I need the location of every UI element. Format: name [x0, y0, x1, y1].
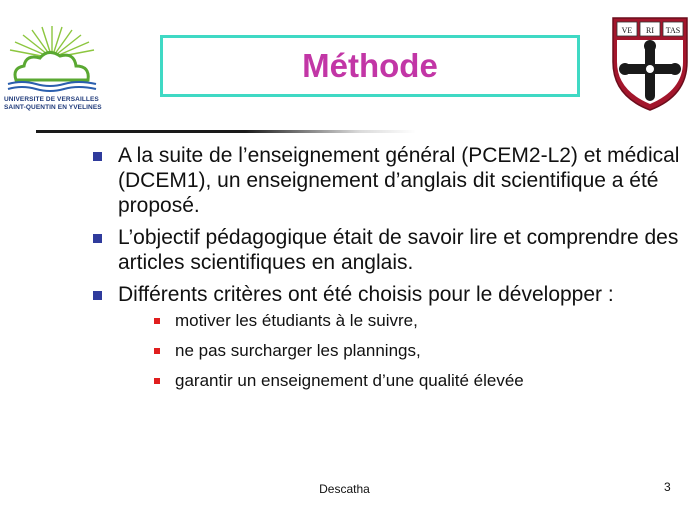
- university-name-line2: SAINT-QUENTIN EN YVELINES: [4, 104, 102, 111]
- university-logo-graphic: [2, 20, 102, 96]
- sub-bullet-item: [146, 341, 680, 361]
- slide-title: Méthode: [302, 47, 438, 84]
- title-box: [160, 35, 580, 97]
- sub-bullet-text: motiver les étudiants à le suivre,: [175, 311, 418, 330]
- university-name-line1: UNIVERSITE DE VERSAILLES: [4, 96, 99, 103]
- square-bullet-icon: [93, 234, 102, 243]
- bullet-text: L’objectif pédagogique était de savoir lire et comprendre des articles scientifiques en anglais.: [118, 226, 679, 274]
- sub-bullet-item: [146, 371, 680, 391]
- title-divider: [36, 130, 416, 133]
- small-square-bullet-icon: [154, 378, 160, 384]
- sub-bullet-text: garantir un enseignement d’une qualité élevée: [175, 371, 524, 390]
- harvard-crest: [611, 16, 689, 112]
- crest-word-3: TAS: [665, 26, 681, 35]
- sub-bullet-item: [146, 311, 680, 331]
- square-bullet-icon: [93, 291, 102, 300]
- bullet-item: [90, 282, 680, 391]
- small-square-bullet-icon: [154, 348, 160, 354]
- footer-author: Descatha: [319, 482, 370, 496]
- university-name: [4, 96, 104, 112]
- bullet-text: Différents critères ont été choisis pour le développer :: [118, 283, 614, 306]
- crest-word-1: VE: [621, 26, 633, 35]
- sub-bullet-text: ne pas surcharger les plannings,: [175, 341, 421, 360]
- page-number: 3: [664, 480, 671, 494]
- bullet-item: [90, 143, 680, 218]
- crest-shield-icon: [611, 16, 689, 112]
- sub-bullet-list: [118, 311, 680, 391]
- crest-word-2: RI: [646, 26, 654, 35]
- bullet-list: [90, 143, 680, 401]
- bullet-item: [90, 225, 680, 275]
- bullet-text: A la suite de l’enseignement général (PCEM2-L2) et médical (DCEM1), un enseignement d’anglais dit scientifique a été proposé.: [118, 144, 680, 217]
- square-bullet-icon: [93, 152, 102, 161]
- small-square-bullet-icon: [154, 318, 160, 324]
- university-logo: [2, 20, 102, 110]
